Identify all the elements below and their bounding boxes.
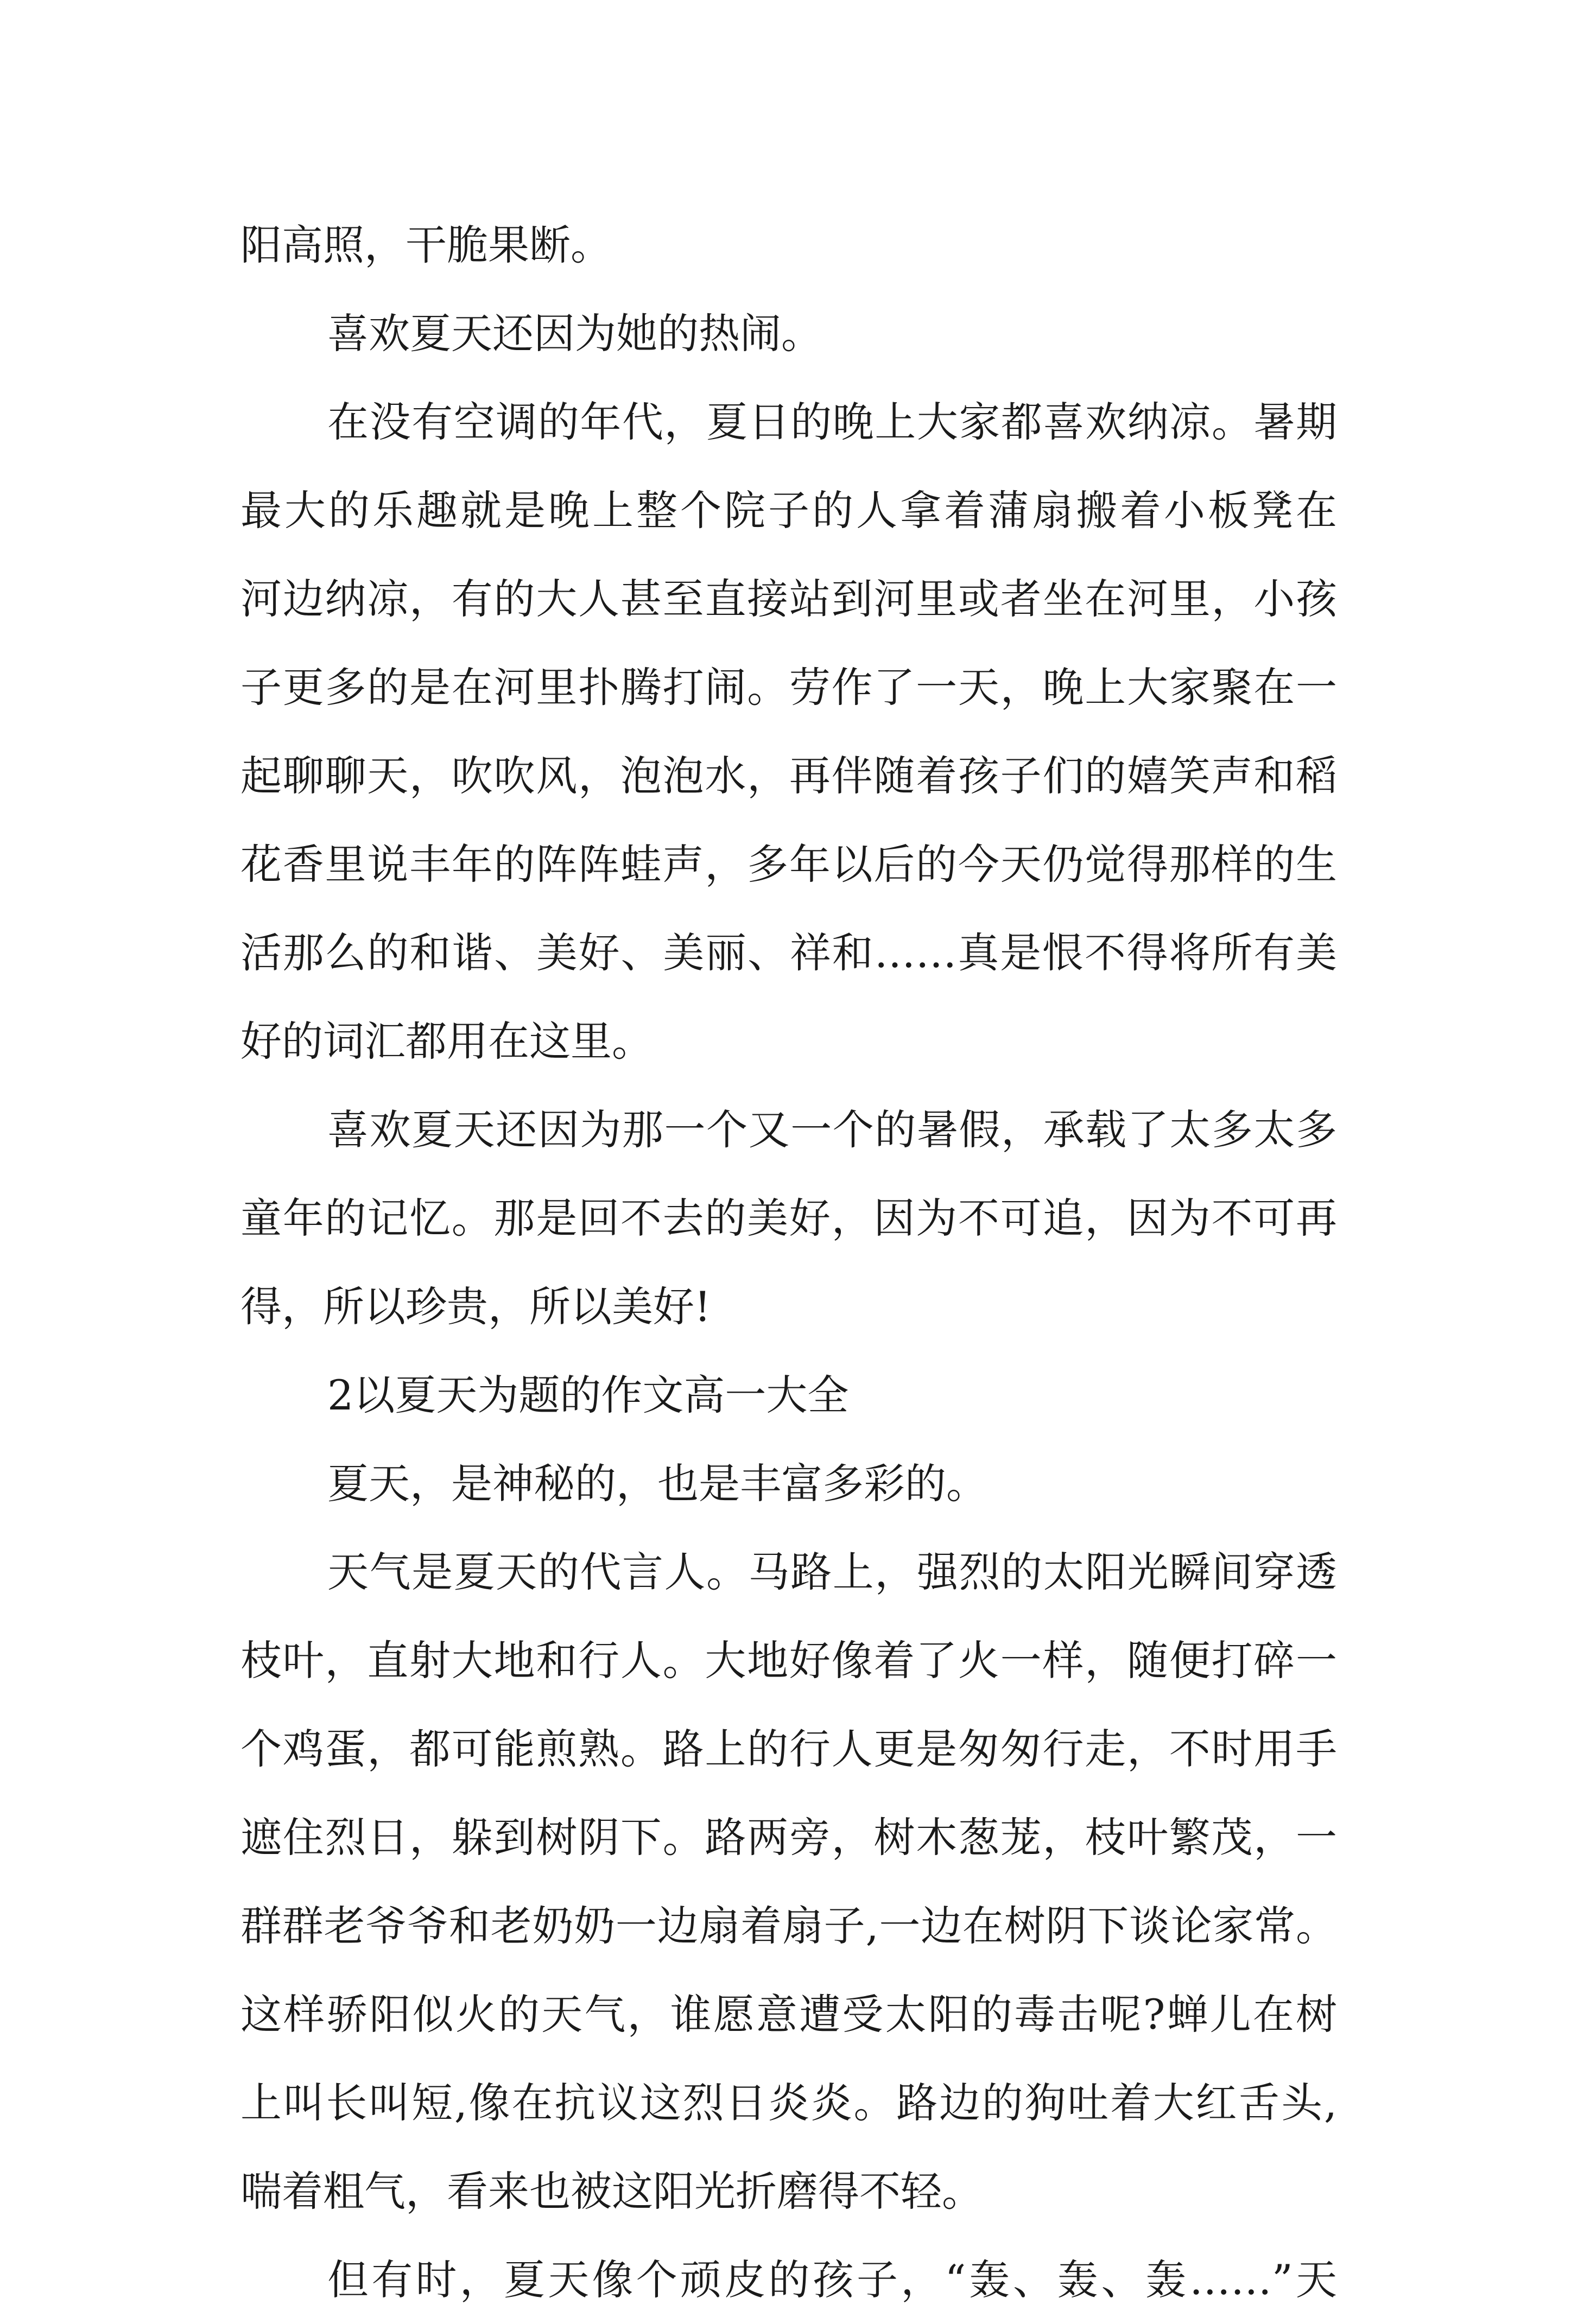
text-line: 童年的记忆。那是回不去的美好，因为不可追，因为不可再	[240, 1194, 1337, 1242]
text-line: 好的词汇都用在这里。	[240, 1017, 653, 1065]
text-line: 在没有空调的年代，夏日的晚上大家都喜欢纳凉。暑期	[327, 398, 1337, 446]
document-body	[240, 201, 1337, 2324]
text-line: 喜欢夏天还因为她的热闹。	[327, 309, 822, 358]
text-line: 最大的乐趣就是晚上整个院子的人拿着蒲扇搬着小板凳在	[240, 486, 1337, 535]
text-line: 喜欢夏天还因为那一个又一个的暑假，承载了太多太多	[327, 1106, 1337, 1154]
text-line: 花香里说丰年的阵阵蛙声，多年以后的今天仍觉得那样的生	[240, 840, 1337, 888]
text-line: 子更多的是在河里扑腾打闹。劳作了一天，晚上大家聚在一	[240, 663, 1337, 712]
text-line: 天气是夏天的代言人。马路上，强烈的太阳光瞬间穿透	[327, 1548, 1337, 1596]
text-line: 这样骄阳似火的天气，谁愿意遭受太阳的毒击呢?蝉儿在树	[240, 1990, 1337, 2039]
text-line: 起聊聊天，吹吹风，泡泡水，再伴随着孩子们的嬉笑声和稻	[240, 752, 1337, 800]
section-heading: 2以夏天为题的作文高一大全	[327, 1371, 849, 1419]
text-line: 个鸡蛋，都可能煎熟。路上的行人更是匆匆行走，不时用手	[240, 1725, 1337, 1773]
text-line: 枝叶，直射大地和行人。大地好像着了火一样，随便打碎一	[240, 1636, 1337, 1685]
text-line: 夏天，是神秘的，也是丰富多彩的。	[327, 1459, 987, 1508]
text-line: 河边纳凉，有的大人甚至直接站到河里或者坐在河里，小孩	[240, 575, 1337, 623]
text-line: 阳高照，干脆果断。	[240, 221, 612, 269]
text-line: 活那么的和谐、美好、美丽、祥和……真是恨不得将所有美	[240, 929, 1337, 977]
text-line: 但有时，夏天像个顽皮的孩子，“轰、轰、轰……”天	[327, 2256, 1337, 2304]
text-line: 遮住烈日，躲到树阴下。路两旁，树木葱茏，枝叶繁茂，一	[240, 1813, 1337, 1862]
text-line: 得，所以珍贵，所以美好!	[240, 1282, 711, 1331]
text-line: 群群老爷爷和老奶奶一边扇着扇子,一边在树阴下谈论家常。	[240, 1902, 1337, 1950]
text-line: 上叫长叫短,像在抗议这烈日炎炎。路边的狗吐着大红舌头,	[240, 2079, 1337, 2127]
text-line: 喘着粗气，看来也被这阳光折磨得不轻。	[240, 2167, 983, 2215]
